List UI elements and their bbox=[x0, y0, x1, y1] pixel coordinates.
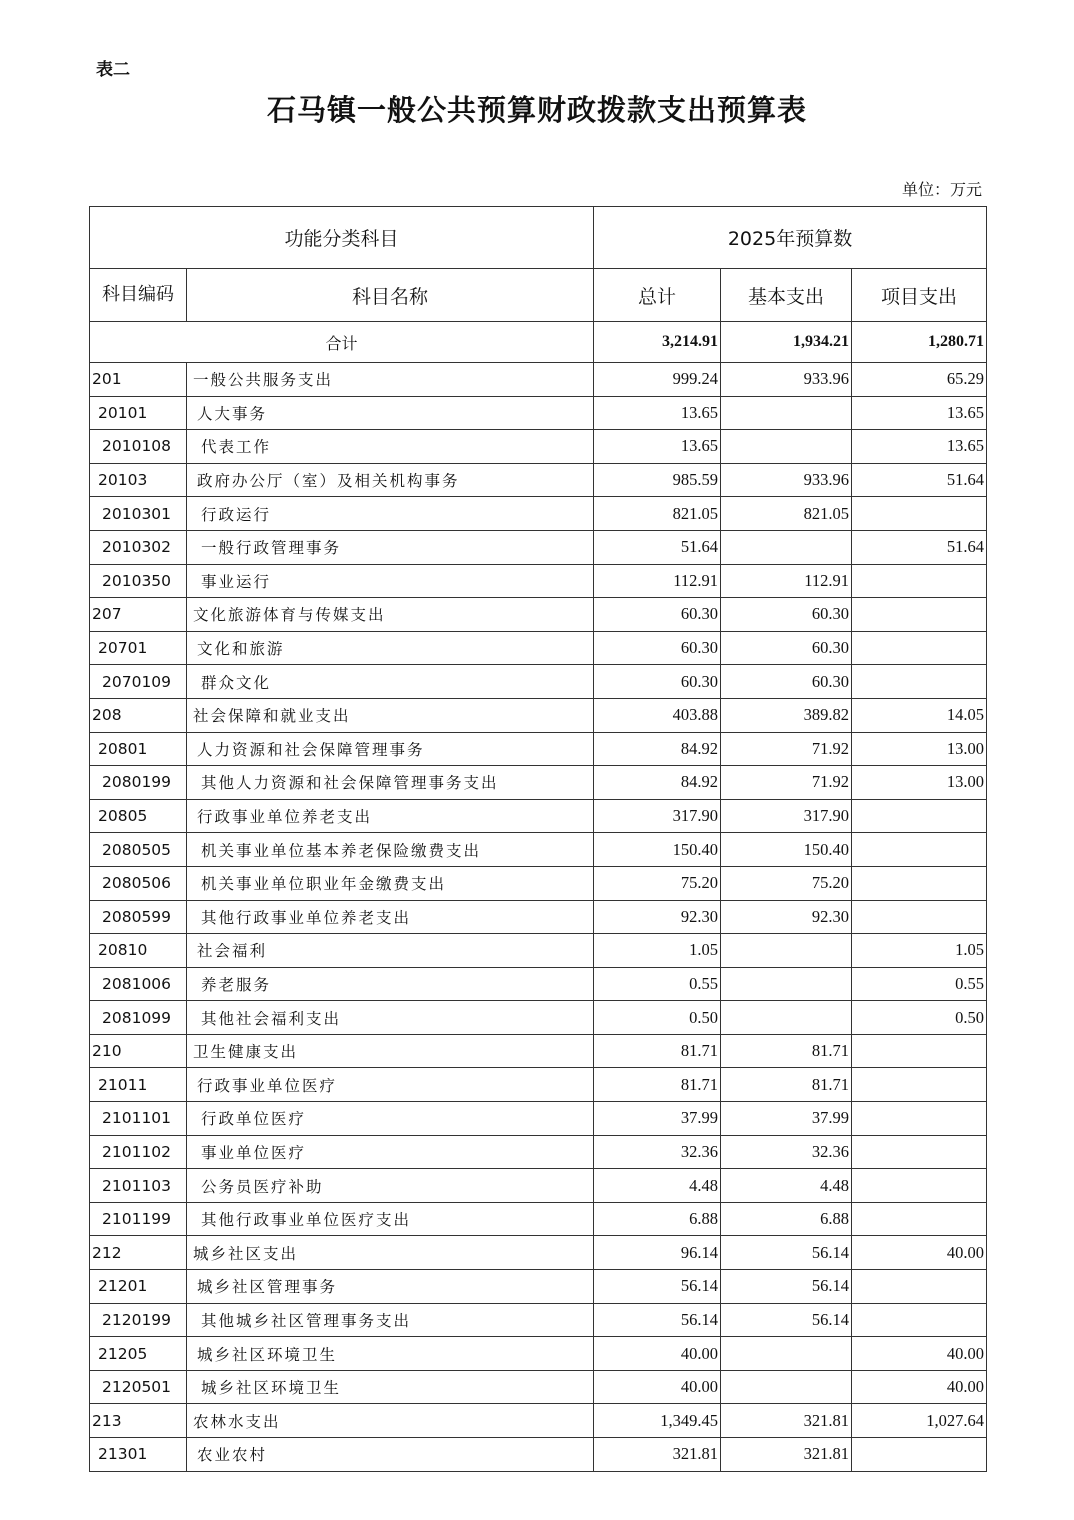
row-basic bbox=[721, 934, 852, 968]
row-basic: 60.30 bbox=[721, 665, 852, 699]
table-row bbox=[90, 1370, 987, 1404]
row-name: 社会保障和就业支出 bbox=[187, 698, 594, 732]
row-code: 2080505 bbox=[90, 833, 187, 867]
table-row bbox=[90, 1001, 987, 1035]
row-basic: 933.96 bbox=[721, 363, 852, 397]
row-name: 卫生健康支出 bbox=[187, 1034, 594, 1068]
row-total: 1.05 bbox=[594, 934, 721, 968]
row-name: 行政运行 bbox=[187, 497, 594, 531]
row-total: 92.30 bbox=[594, 900, 721, 934]
row-basic bbox=[721, 430, 852, 464]
row-code: 2120199 bbox=[90, 1303, 187, 1337]
row-code: 2080506 bbox=[90, 866, 187, 900]
row-name: 城乡社区管理事务 bbox=[187, 1270, 594, 1304]
row-code: 20701 bbox=[90, 631, 187, 665]
row-basic: 71.92 bbox=[721, 766, 852, 800]
table-row bbox=[90, 497, 987, 531]
row-name: 代表工作 bbox=[187, 430, 594, 464]
row-code: 21205 bbox=[90, 1337, 187, 1371]
table-row bbox=[90, 665, 987, 699]
row-code: 207 bbox=[90, 598, 187, 632]
table-row bbox=[90, 1135, 987, 1169]
row-name: 事业运行 bbox=[187, 564, 594, 598]
row-project bbox=[852, 1270, 987, 1304]
row-project: 1.05 bbox=[852, 934, 987, 968]
total-project: 1,280.71 bbox=[852, 322, 987, 363]
budget-table bbox=[89, 206, 987, 1472]
row-total: 150.40 bbox=[594, 833, 721, 867]
row-basic bbox=[721, 530, 852, 564]
row-code: 213 bbox=[90, 1404, 187, 1438]
row-project bbox=[852, 1102, 987, 1136]
table-row bbox=[90, 598, 987, 632]
table-row bbox=[90, 1034, 987, 1068]
row-project bbox=[852, 564, 987, 598]
row-total: 985.59 bbox=[594, 463, 721, 497]
row-basic: 389.82 bbox=[721, 698, 852, 732]
row-basic bbox=[721, 967, 852, 1001]
header-function-category: 功能分类科目 bbox=[90, 207, 594, 269]
row-basic: 317.90 bbox=[721, 799, 852, 833]
row-total: 821.05 bbox=[594, 497, 721, 531]
table-row bbox=[90, 1068, 987, 1102]
row-total: 84.92 bbox=[594, 732, 721, 766]
table-row bbox=[90, 866, 987, 900]
row-name: 人大事务 bbox=[187, 396, 594, 430]
row-code: 2010108 bbox=[90, 430, 187, 464]
row-name: 一般公共服务支出 bbox=[187, 363, 594, 397]
row-basic: 60.30 bbox=[721, 631, 852, 665]
row-code: 2101102 bbox=[90, 1135, 187, 1169]
row-project: 0.50 bbox=[852, 1001, 987, 1035]
row-basic bbox=[721, 1370, 852, 1404]
row-name: 其他城乡社区管理事务支出 bbox=[187, 1303, 594, 1337]
table-row bbox=[90, 463, 987, 497]
row-total: 81.71 bbox=[594, 1034, 721, 1068]
row-project: 13.00 bbox=[852, 766, 987, 800]
row-basic: 92.30 bbox=[721, 900, 852, 934]
table-row bbox=[90, 1169, 987, 1203]
row-project: 14.05 bbox=[852, 698, 987, 732]
row-total: 32.36 bbox=[594, 1135, 721, 1169]
row-total: 6.88 bbox=[594, 1202, 721, 1236]
row-basic: 56.14 bbox=[721, 1236, 852, 1270]
row-total: 112.91 bbox=[594, 564, 721, 598]
table-row bbox=[90, 430, 987, 464]
table-row bbox=[90, 564, 987, 598]
row-project: 65.29 bbox=[852, 363, 987, 397]
row-code: 21301 bbox=[90, 1438, 187, 1472]
row-total: 40.00 bbox=[594, 1370, 721, 1404]
row-code: 2101101 bbox=[90, 1102, 187, 1136]
row-name: 其他行政事业单位养老支出 bbox=[187, 900, 594, 934]
table-row bbox=[90, 698, 987, 732]
row-name: 机关事业单位基本养老保险缴费支出 bbox=[187, 833, 594, 867]
row-project bbox=[852, 665, 987, 699]
row-project bbox=[852, 866, 987, 900]
row-code: 2101199 bbox=[90, 1202, 187, 1236]
row-name: 农林水支出 bbox=[187, 1404, 594, 1438]
row-code: 212 bbox=[90, 1236, 187, 1270]
row-code: 210 bbox=[90, 1034, 187, 1068]
row-basic bbox=[721, 396, 852, 430]
row-code: 2010301 bbox=[90, 497, 187, 531]
row-project bbox=[852, 1135, 987, 1169]
row-code: 2010350 bbox=[90, 564, 187, 598]
row-project bbox=[852, 598, 987, 632]
row-basic bbox=[721, 1001, 852, 1035]
row-project: 40.00 bbox=[852, 1236, 987, 1270]
header-budget-year: 2025年预算数 bbox=[594, 207, 987, 269]
table-row bbox=[90, 900, 987, 934]
row-total: 56.14 bbox=[594, 1303, 721, 1337]
row-name: 行政事业单位养老支出 bbox=[187, 799, 594, 833]
row-total: 403.88 bbox=[594, 698, 721, 732]
row-basic: 60.30 bbox=[721, 598, 852, 632]
row-project bbox=[852, 497, 987, 531]
row-total: 60.30 bbox=[594, 598, 721, 632]
total-row bbox=[90, 322, 987, 363]
row-project bbox=[852, 1068, 987, 1102]
table-row bbox=[90, 363, 987, 397]
row-project: 40.00 bbox=[852, 1337, 987, 1371]
row-name: 社会福利 bbox=[187, 934, 594, 968]
table-row bbox=[90, 530, 987, 564]
table-row bbox=[90, 1270, 987, 1304]
row-project bbox=[852, 833, 987, 867]
row-name: 机关事业单位职业年金缴费支出 bbox=[187, 866, 594, 900]
row-name: 城乡社区环境卫生 bbox=[187, 1370, 594, 1404]
table-row bbox=[90, 732, 987, 766]
table-row bbox=[90, 1303, 987, 1337]
header-column-row bbox=[90, 269, 987, 322]
header-project: 项目支出 bbox=[852, 269, 987, 322]
header-total: 总计 bbox=[594, 269, 721, 322]
row-basic: 6.88 bbox=[721, 1202, 852, 1236]
row-total: 13.65 bbox=[594, 430, 721, 464]
row-name: 文化旅游体育与传媒支出 bbox=[187, 598, 594, 632]
row-code: 21011 bbox=[90, 1068, 187, 1102]
row-project bbox=[852, 631, 987, 665]
table-row bbox=[90, 799, 987, 833]
row-project bbox=[852, 900, 987, 934]
row-project: 51.64 bbox=[852, 463, 987, 497]
row-basic: 56.14 bbox=[721, 1303, 852, 1337]
header-group-row bbox=[90, 207, 987, 269]
row-name: 政府办公厅（室）及相关机构事务 bbox=[187, 463, 594, 497]
row-name: 群众文化 bbox=[187, 665, 594, 699]
header-code: 科目编码 bbox=[90, 269, 187, 322]
header-name: 科目名称 bbox=[187, 269, 594, 322]
row-name: 其他行政事业单位医疗支出 bbox=[187, 1202, 594, 1236]
row-total: 96.14 bbox=[594, 1236, 721, 1270]
table-label: 表二 bbox=[96, 60, 130, 80]
row-basic: 321.81 bbox=[721, 1438, 852, 1472]
row-name: 一般行政管理事务 bbox=[187, 530, 594, 564]
row-code: 2010302 bbox=[90, 530, 187, 564]
row-basic: 56.14 bbox=[721, 1270, 852, 1304]
row-basic: 71.92 bbox=[721, 732, 852, 766]
row-name: 养老服务 bbox=[187, 967, 594, 1001]
row-code: 20801 bbox=[90, 732, 187, 766]
page-title: 石马镇一般公共预算财政拨款支出预算表 bbox=[266, 93, 807, 127]
row-name: 其他人力资源和社会保障管理事务支出 bbox=[187, 766, 594, 800]
table-row bbox=[90, 396, 987, 430]
row-project: 1,027.64 bbox=[852, 1404, 987, 1438]
row-code: 20810 bbox=[90, 934, 187, 968]
row-code: 2081099 bbox=[90, 1001, 187, 1035]
table-row bbox=[90, 1202, 987, 1236]
table-row bbox=[90, 631, 987, 665]
row-name: 行政事业单位医疗 bbox=[187, 1068, 594, 1102]
row-total: 999.24 bbox=[594, 363, 721, 397]
row-name: 文化和旅游 bbox=[187, 631, 594, 665]
row-code: 20103 bbox=[90, 463, 187, 497]
row-name: 人力资源和社会保障管理事务 bbox=[187, 732, 594, 766]
row-project: 51.64 bbox=[852, 530, 987, 564]
row-code: 2070109 bbox=[90, 665, 187, 699]
row-code: 20805 bbox=[90, 799, 187, 833]
row-basic: 81.71 bbox=[721, 1034, 852, 1068]
unit-label: 单位：万元 bbox=[901, 180, 982, 199]
row-project bbox=[852, 1169, 987, 1203]
row-code: 201 bbox=[90, 363, 187, 397]
table-row bbox=[90, 1438, 987, 1472]
row-total: 321.81 bbox=[594, 1438, 721, 1472]
table-row bbox=[90, 1236, 987, 1270]
row-total: 13.65 bbox=[594, 396, 721, 430]
row-code: 2080599 bbox=[90, 900, 187, 934]
row-project bbox=[852, 799, 987, 833]
table-row bbox=[90, 967, 987, 1001]
row-project: 0.55 bbox=[852, 967, 987, 1001]
table-row bbox=[90, 833, 987, 867]
row-total: 4.48 bbox=[594, 1169, 721, 1203]
row-code: 20101 bbox=[90, 396, 187, 430]
total-label: 合计 bbox=[90, 322, 594, 363]
row-total: 75.20 bbox=[594, 866, 721, 900]
row-code: 2081006 bbox=[90, 967, 187, 1001]
row-project bbox=[852, 1438, 987, 1472]
row-code: 2101103 bbox=[90, 1169, 187, 1203]
row-code: 21201 bbox=[90, 1270, 187, 1304]
row-project bbox=[852, 1303, 987, 1337]
table-row bbox=[90, 766, 987, 800]
row-total: 1,349.45 bbox=[594, 1404, 721, 1438]
row-basic bbox=[721, 1337, 852, 1371]
row-name: 事业单位医疗 bbox=[187, 1135, 594, 1169]
row-basic: 4.48 bbox=[721, 1169, 852, 1203]
row-project: 13.65 bbox=[852, 396, 987, 430]
row-total: 60.30 bbox=[594, 631, 721, 665]
row-total: 81.71 bbox=[594, 1068, 721, 1102]
row-basic: 75.20 bbox=[721, 866, 852, 900]
row-project bbox=[852, 1202, 987, 1236]
table-row bbox=[90, 1102, 987, 1136]
table-row bbox=[90, 1404, 987, 1438]
row-basic: 321.81 bbox=[721, 1404, 852, 1438]
row-basic: 150.40 bbox=[721, 833, 852, 867]
total-basic: 1,934.21 bbox=[721, 322, 852, 363]
row-code: 2080199 bbox=[90, 766, 187, 800]
row-code: 208 bbox=[90, 698, 187, 732]
row-name: 城乡社区支出 bbox=[187, 1236, 594, 1270]
row-code: 2120501 bbox=[90, 1370, 187, 1404]
row-project: 13.65 bbox=[852, 430, 987, 464]
total-sum: 3,214.91 bbox=[594, 322, 721, 363]
row-basic: 32.36 bbox=[721, 1135, 852, 1169]
row-project: 13.00 bbox=[852, 732, 987, 766]
row-basic: 933.96 bbox=[721, 463, 852, 497]
row-total: 60.30 bbox=[594, 665, 721, 699]
row-total: 84.92 bbox=[594, 766, 721, 800]
row-total: 51.64 bbox=[594, 530, 721, 564]
row-basic: 112.91 bbox=[721, 564, 852, 598]
row-total: 56.14 bbox=[594, 1270, 721, 1304]
row-name: 行政单位医疗 bbox=[187, 1102, 594, 1136]
header-basic: 基本支出 bbox=[721, 269, 852, 322]
row-name: 其他社会福利支出 bbox=[187, 1001, 594, 1035]
row-total: 317.90 bbox=[594, 799, 721, 833]
row-project bbox=[852, 1034, 987, 1068]
table-row bbox=[90, 1337, 987, 1371]
row-total: 37.99 bbox=[594, 1102, 721, 1136]
row-basic: 81.71 bbox=[721, 1068, 852, 1102]
row-total: 40.00 bbox=[594, 1337, 721, 1371]
row-name: 城乡社区环境卫生 bbox=[187, 1337, 594, 1371]
row-project: 40.00 bbox=[852, 1370, 987, 1404]
row-total: 0.50 bbox=[594, 1001, 721, 1035]
row-basic: 821.05 bbox=[721, 497, 852, 531]
row-name: 公务员医疗补助 bbox=[187, 1169, 594, 1203]
table-row bbox=[90, 934, 987, 968]
row-total: 0.55 bbox=[594, 967, 721, 1001]
row-name: 农业农村 bbox=[187, 1438, 594, 1472]
row-basic: 37.99 bbox=[721, 1102, 852, 1136]
